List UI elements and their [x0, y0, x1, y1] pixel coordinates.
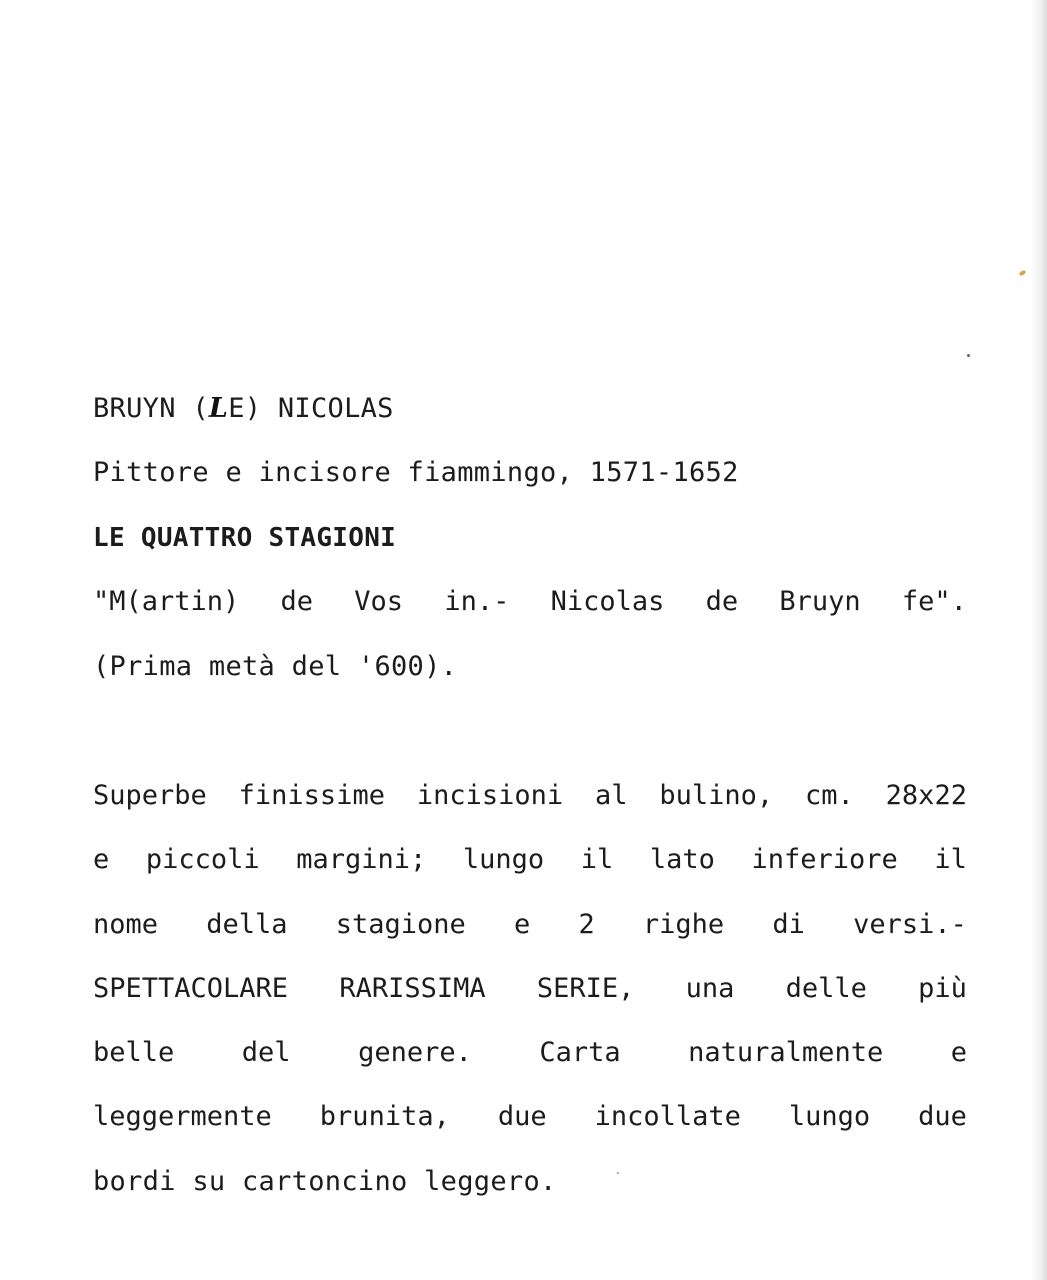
word: lungo [788, 1101, 871, 1132]
word: cm. [805, 780, 854, 811]
description-line [93, 843, 967, 877]
word: in.- [444, 586, 510, 617]
date-line: (Prima metà del '600). [93, 651, 458, 682]
word: il [934, 844, 967, 875]
page-edge-shadow [1031, 0, 1047, 1280]
word: inferiore [751, 844, 898, 875]
word: al [595, 780, 628, 811]
paper-stain [1018, 270, 1026, 277]
word: "M(artin) [93, 586, 240, 617]
word: belle [93, 1037, 175, 1068]
inscription-line [93, 585, 967, 619]
word: Vos [354, 586, 404, 617]
word: una [685, 973, 735, 1004]
word: nome [93, 909, 159, 940]
word: de [280, 586, 314, 617]
word: 2 [578, 909, 595, 940]
description-line [93, 1100, 967, 1134]
word: e [513, 909, 531, 940]
word: due [918, 1101, 967, 1132]
word: finissime [238, 780, 385, 811]
handwritten-correction: L [208, 393, 229, 424]
word: Bruyn [779, 586, 861, 617]
word: del [241, 1037, 291, 1068]
word: e [93, 844, 110, 875]
word: margini; [296, 844, 427, 875]
word: SPETTACOLARE [93, 973, 289, 1004]
word: versi.- [853, 909, 967, 940]
word: lungo [462, 844, 545, 875]
word: Nicolas [550, 586, 665, 617]
description-line [93, 779, 967, 813]
artist-name [93, 392, 394, 426]
word: più [918, 973, 967, 1004]
artist-name-suffix: E) NICOLAS [228, 393, 394, 424]
word: stagione [335, 909, 466, 940]
word: SERIE, [536, 973, 635, 1004]
word: di [772, 909, 805, 940]
word: il [580, 844, 614, 875]
word: due [497, 1101, 547, 1132]
word: piccoli [145, 844, 260, 875]
word: della [206, 909, 288, 940]
word: genere. [358, 1037, 472, 1068]
word: RARISSIMA [339, 973, 486, 1004]
description-line [93, 1036, 967, 1070]
word: brunita, [319, 1101, 450, 1132]
word: bulino, [659, 780, 774, 811]
word: 28x22 [885, 780, 967, 811]
paper-speck [967, 354, 970, 357]
description-last-line: bordi su cartoncino leggero. [93, 1166, 557, 1197]
paper-speck [617, 1172, 619, 1174]
description-line [93, 972, 967, 1006]
word: fe". [901, 586, 967, 617]
artist-subtitle: Pittore e incisore fiammingo, 1571-1652 [93, 457, 739, 488]
word: Carta [539, 1037, 621, 1068]
word: de [705, 586, 739, 617]
word: naturalmente [688, 1037, 884, 1068]
word: e [950, 1037, 967, 1068]
work-title: LE QUATTRO STAGIONI [93, 523, 397, 553]
word: Superbe [93, 780, 207, 811]
word: incisioni [416, 780, 564, 811]
word: incollate [594, 1101, 741, 1132]
artist-name-prefix: BRUYN ( [93, 393, 209, 424]
word: righe [642, 909, 725, 940]
word: lato [649, 844, 715, 875]
word: delle [785, 973, 867, 1004]
description-line [93, 908, 967, 942]
word: leggermente [93, 1101, 272, 1132]
